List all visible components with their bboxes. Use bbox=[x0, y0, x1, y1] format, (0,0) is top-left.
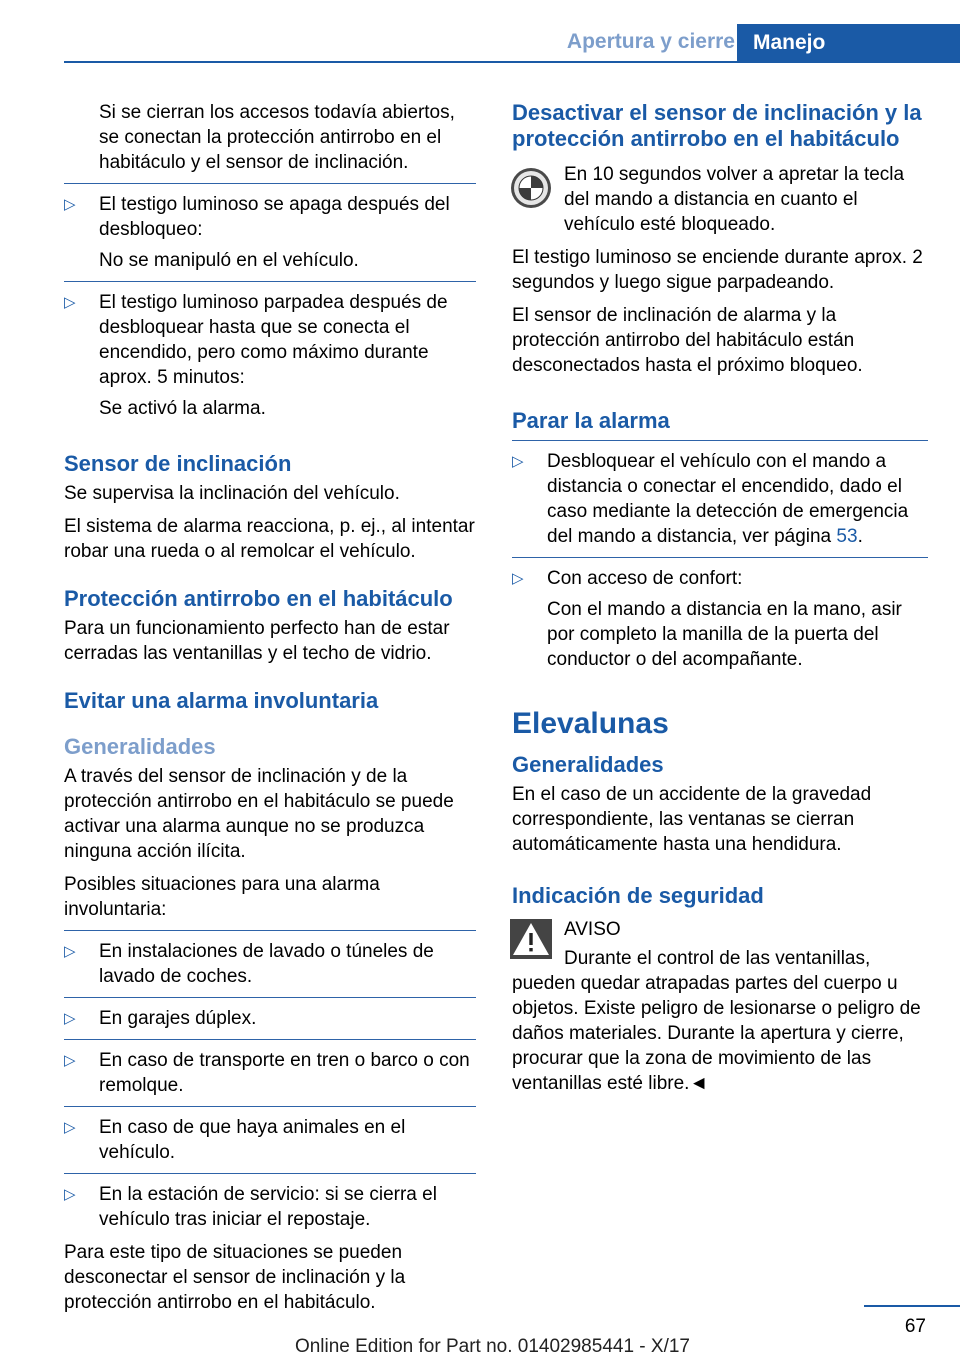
page-header bbox=[0, 0, 960, 64]
list-item bbox=[64, 192, 476, 273]
list-item bbox=[512, 449, 928, 549]
bullet-separator bbox=[64, 997, 476, 998]
list-item-text: Desbloquear el vehículo con el mando a distancia o conectar el encendido, dado el caso mediante la detección de emergencia del mando a distancia, ver página bbox=[547, 451, 909, 547]
bullet-separator bbox=[64, 1039, 476, 1040]
list-item bbox=[64, 1006, 476, 1031]
heading-generalidades: Generalidades bbox=[512, 752, 664, 777]
list-item-end: . bbox=[857, 526, 863, 547]
list-item bbox=[64, 1182, 476, 1232]
proteccion-paragraph: Para un funcionamiento perfecto han de estar cerradas las ventanillas y el techo de vidrio. bbox=[64, 618, 450, 664]
list-item-text: En garajes dúplex. bbox=[99, 1008, 257, 1029]
closing-paragraph: Para este tipo de situaciones se pueden desconectar el sensor de inclinación y la protección antirrobo en el habitáculo. bbox=[64, 1242, 406, 1313]
list-item-text: En instalaciones de lavado o túneles de lavado de coches. bbox=[99, 941, 434, 987]
list-item-subtext: No se manipuló en el vehículo. bbox=[99, 250, 359, 271]
left-column bbox=[64, 100, 476, 1323]
sensor-paragraph-1: Se supervisa la inclinación del vehículo. bbox=[64, 483, 400, 504]
bullet-separator bbox=[64, 1106, 476, 1107]
header-chapter-tab: Manejo bbox=[737, 24, 960, 62]
triangle-bullet-icon: ▷ bbox=[64, 294, 76, 311]
triangle-bullet-icon: ▷ bbox=[512, 453, 524, 470]
triangle-bullet-icon: ▷ bbox=[64, 1010, 76, 1027]
list-item bbox=[64, 1115, 476, 1165]
remote-instruction bbox=[512, 162, 928, 237]
list-item bbox=[64, 1048, 476, 1098]
bullet-separator bbox=[64, 183, 476, 184]
intro-paragraph: Si se cierran los accesos todavía abiertos, se conectan la protección antirrobo en el habitáculo y el sensor de inclinación. bbox=[99, 102, 455, 173]
desactivar-paragraph-2: El testigo luminoso se enciende durante aprox. 2 segundos y luego sigue parpadeando. bbox=[512, 247, 923, 293]
desactivar-paragraph-3: El sensor de inclinación de alarma y la protección antirrobo del habitáculo están desconectados hasta el próximo bloqueo. bbox=[512, 305, 863, 376]
list-item-text: En la estación de servicio: si se cierra el vehículo tras iniciar el repostaje. bbox=[99, 1184, 437, 1230]
page-number: 67 bbox=[904, 1316, 926, 1337]
sensor-paragraph-2: El sistema de alarma reacciona, p. ej., al intentar robar una rueda o al remolcar el vehículo. bbox=[64, 516, 475, 562]
warning-block bbox=[512, 917, 928, 942]
header-section-title: Apertura y cierre bbox=[566, 30, 735, 53]
footer-edition: Online Edition for Part no. 01402985441 - X/17 bbox=[294, 1336, 690, 1357]
heading-proteccion: Protección antirrobo en el habitáculo bbox=[64, 586, 453, 611]
list-item-subtext: Con el mando a distancia en la mano, asir por completo la manilla de la puerta del conductor o del acompañante. bbox=[547, 599, 902, 670]
bullet-separator bbox=[64, 1173, 476, 1174]
generalidades-paragraph: En el caso de un accidente de la gravedad correspondiente, las ventanas se cierran automáticamente hasta una hendidura. bbox=[512, 784, 872, 855]
heading-desactivar: Desactivar el sensor de inclinación y la protección antirrobo en el habitáculo bbox=[512, 100, 922, 151]
desactivar-paragraph-1: En 10 segundos volver a apretar la tecla del mando a distancia en cuanto el vehículo esté bloqueado. bbox=[564, 164, 905, 235]
bullet-separator bbox=[64, 281, 476, 282]
bullet-separator bbox=[512, 440, 928, 441]
generalidades-paragraph-2: Posibles situaciones para una alarma involuntaria: bbox=[64, 874, 380, 920]
triangle-bullet-icon: ▷ bbox=[512, 570, 524, 587]
subheading-generalidades: Generalidades bbox=[64, 734, 216, 759]
warning-text: Durante el control de las ventanillas, pueden quedar atrapadas partes del cuerpo u objetos. Existe peligro de lesionarse o peligro de daños materiales. Durante la apertura y cierre, procurar que la zona de movimiento de las ventanillas esté libre.◄ bbox=[512, 948, 921, 1094]
list-item bbox=[64, 939, 476, 989]
bullet-separator bbox=[64, 930, 476, 931]
warning-label: AVISO bbox=[564, 919, 621, 940]
list-item-subtext: Se activó la alarma. bbox=[99, 398, 266, 419]
list-item bbox=[512, 566, 928, 672]
right-column bbox=[512, 100, 928, 1104]
bmw-logo-icon bbox=[510, 167, 552, 209]
bullet-separator bbox=[512, 557, 928, 558]
generalidades-paragraph-1: A través del sensor de inclinación y de la protección antirrobo en el habitáculo se puede activar una alarma aunque no se produzca ninguna acción ilícita. bbox=[64, 766, 454, 862]
list-item-text: El testigo luminoso parpadea después de desbloquear hasta que se conecta el encendido, pero como máximo durante aprox. 5 minutos: bbox=[99, 292, 448, 388]
heading-evitar-alarma: Evitar una alarma involuntaria bbox=[64, 688, 379, 713]
list-item-text: Con acceso de confort: bbox=[547, 568, 743, 589]
heading-parar-alarma: Parar la alarma bbox=[512, 408, 670, 433]
triangle-bullet-icon: ▷ bbox=[64, 1186, 76, 1203]
page-reference-link[interactable]: 53 bbox=[836, 526, 858, 547]
list-item-text: En caso de que haya animales en el vehículo. bbox=[99, 1117, 406, 1163]
triangle-bullet-icon: ▷ bbox=[64, 943, 76, 960]
footer-rule bbox=[864, 1305, 960, 1307]
warning-triangle-icon bbox=[510, 919, 552, 959]
triangle-bullet-icon: ▷ bbox=[64, 1052, 76, 1069]
heading-sensor: Sensor de inclinación bbox=[64, 451, 292, 476]
heading-elevalunas: Elevalunas bbox=[512, 707, 669, 740]
heading-indicacion: Indicación de seguridad bbox=[512, 883, 764, 908]
list-item bbox=[64, 290, 476, 421]
list-item-text: El testigo luminoso se apaga después del desbloqueo: bbox=[99, 194, 450, 240]
triangle-bullet-icon: ▷ bbox=[64, 196, 76, 213]
list-item-text: En caso de transporte en tren o barco o con remolque. bbox=[99, 1050, 470, 1096]
triangle-bullet-icon: ▷ bbox=[64, 1119, 76, 1136]
